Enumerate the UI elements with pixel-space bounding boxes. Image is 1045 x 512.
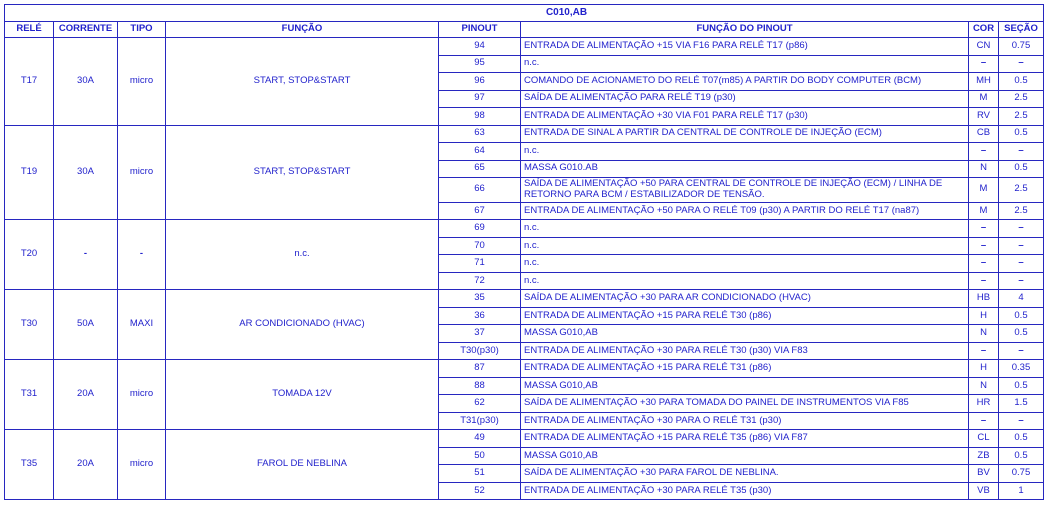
wire-color-cell: HR [969, 395, 999, 413]
current-cell: 20A [54, 430, 118, 500]
wire-color-cell: – [969, 220, 999, 238]
pinout-function-cell: MASSA G010,AB [521, 447, 969, 465]
wire-color-cell: – [969, 143, 999, 161]
wire-section-cell: – [999, 220, 1044, 238]
pinout-cell: 37 [439, 325, 521, 343]
pinout-cell: 69 [439, 220, 521, 238]
pinout-cell: 51 [439, 465, 521, 483]
pinout-row [5, 360, 1044, 378]
pinout-cell: 62 [439, 395, 521, 413]
current-cell: 50A [54, 290, 118, 360]
pinout-row [5, 430, 1044, 448]
wire-color-cell: RV [969, 108, 999, 126]
wire-color-cell: – [969, 272, 999, 290]
wire-section-cell: 0.75 [999, 38, 1044, 56]
wire-color-cell: ZB [969, 447, 999, 465]
pinout-cell: 66 [439, 178, 521, 203]
relay-cell: T30 [5, 290, 54, 360]
wire-section-cell: – [999, 237, 1044, 255]
wire-section-cell: – [999, 255, 1044, 273]
pinout-function-cell: n.c. [521, 272, 969, 290]
pinout-cell: 50 [439, 447, 521, 465]
wire-section-cell: – [999, 272, 1044, 290]
relay-cell: T35 [5, 430, 54, 500]
wire-section-cell: 0.5 [999, 73, 1044, 91]
connector-pinout-sheet [4, 4, 1044, 500]
current-cell: - [54, 220, 118, 290]
pinout-cell: 35 [439, 290, 521, 308]
wire-section-cell: 0.5 [999, 160, 1044, 178]
pinout-function-cell: SAÍDA DE ALIMENTAÇÃO +30 PARA AR CONDICIONADO (HVAC) [521, 290, 969, 308]
pinout-function-cell: MASSA G010,AB [521, 377, 969, 395]
pinout-table [4, 4, 1044, 500]
pinout-function-cell: MASSA G010,AB [521, 325, 969, 343]
wire-section-cell: 2.5 [999, 202, 1044, 220]
type-cell: MAXI [118, 290, 166, 360]
pinout-cell: 71 [439, 255, 521, 273]
pinout-cell: 98 [439, 108, 521, 126]
type-cell: micro [118, 38, 166, 126]
pinout-function-cell: ENTRADA DE ALIMENTAÇÃO +15 PARA RELÉ T30 (p86) [521, 307, 969, 325]
pinout-row [5, 290, 1044, 308]
pinout-table-body [5, 38, 1044, 500]
column-header-pinout: PINOUT [439, 22, 521, 38]
pinout-cell: 88 [439, 377, 521, 395]
wire-section-cell: 0.5 [999, 307, 1044, 325]
pinout-function-cell: SAÍDA DE ALIMENTAÇÃO +50 PARA CENTRAL DE CONTROLE DE INJEÇÃO (ECM) / LINHA DE RETORNO PARA BCM / ESTABILIZADOR DE TENSÃO. [521, 178, 969, 203]
wire-section-cell: – [999, 342, 1044, 360]
wire-section-cell: 0.5 [999, 447, 1044, 465]
relay-cell: T17 [5, 38, 54, 126]
pinout-function-cell: n.c. [521, 237, 969, 255]
pinout-cell: 94 [439, 38, 521, 56]
pinout-row [5, 125, 1044, 143]
relay-function-cell: n.c. [166, 220, 439, 290]
wire-color-cell: CL [969, 430, 999, 448]
wire-color-cell: VB [969, 482, 999, 500]
pinout-function-cell: COMANDO DE ACIONAMETO DO RELÉ T07(m85) A PARTIR DO BODY COMPUTER (BCM) [521, 73, 969, 91]
wire-color-cell: CB [969, 125, 999, 143]
wire-section-cell: – [999, 55, 1044, 73]
wire-color-cell: – [969, 55, 999, 73]
wire-color-cell: CN [969, 38, 999, 56]
wire-color-cell: M [969, 90, 999, 108]
pinout-function-cell: n.c. [521, 220, 969, 238]
pinout-cell: 72 [439, 272, 521, 290]
column-header-cor: COR [969, 22, 999, 38]
wire-color-cell: N [969, 160, 999, 178]
pinout-cell: T31(p30) [439, 412, 521, 430]
pinout-cell: 65 [439, 160, 521, 178]
wire-color-cell: BV [969, 465, 999, 483]
pinout-function-cell: ENTRADA DE ALIMENTAÇÃO +15 VIA F16 PARA RELÉ T17 (p86) [521, 38, 969, 56]
pinout-cell: 64 [439, 143, 521, 161]
pinout-function-cell: n.c. [521, 255, 969, 273]
wire-section-cell: 1 [999, 482, 1044, 500]
type-cell: micro [118, 125, 166, 220]
pinout-function-cell: ENTRADA DE ALIMENTAÇÃO +30 PARA RELÉ T30 (p30) VIA F83 [521, 342, 969, 360]
wire-color-cell: HB [969, 290, 999, 308]
pinout-row [5, 220, 1044, 238]
wire-section-cell: 0.5 [999, 377, 1044, 395]
pinout-cell: 95 [439, 55, 521, 73]
wire-section-cell: 0.35 [999, 360, 1044, 378]
column-header-rele: RELÉ [5, 22, 54, 38]
pinout-row [5, 38, 1044, 56]
pinout-cell: 36 [439, 307, 521, 325]
column-header-funcao: FUNÇÃO [166, 22, 439, 38]
pinout-cell: 70 [439, 237, 521, 255]
relay-function-cell: FAROL DE NEBLINA [166, 430, 439, 500]
pinout-function-cell: ENTRADA DE SINAL A PARTIR DA CENTRAL DE CONTROLE DE INJEÇÃO (ECM) [521, 125, 969, 143]
wire-section-cell: – [999, 143, 1044, 161]
column-header-secao: SEÇÃO [999, 22, 1044, 38]
pinout-function-cell: ENTRADA DE ALIMENTAÇÃO +30 PARA O RELÉ T31 (p30) [521, 412, 969, 430]
wire-color-cell: N [969, 377, 999, 395]
wire-color-cell: H [969, 307, 999, 325]
wire-section-cell: 2.5 [999, 178, 1044, 203]
pinout-cell: 49 [439, 430, 521, 448]
pinout-function-cell: n.c. [521, 143, 969, 161]
pinout-function-cell: SAÍDA DE ALIMENTAÇÃO +30 PARA TOMADA DO PAINEL DE INSTRUMENTOS VIA F85 [521, 395, 969, 413]
pinout-function-cell: n.c. [521, 55, 969, 73]
pinout-function-cell: ENTRADA DE ALIMENTAÇÃO +50 PARA O RELÉ T09 (p30) A PARTIR DO RELÉ T17 (na87) [521, 202, 969, 220]
pinout-function-cell: SAÍDA DE ALIMENTAÇÃO PARA RELÉ T19 (p30) [521, 90, 969, 108]
type-cell: - [118, 220, 166, 290]
current-cell: 30A [54, 125, 118, 220]
relay-function-cell: START, STOP&START [166, 38, 439, 126]
wire-color-cell: – [969, 255, 999, 273]
connector-title: C010,AB [5, 5, 1044, 22]
wire-section-cell: 0.5 [999, 430, 1044, 448]
type-cell: micro [118, 430, 166, 500]
wire-section-cell: 2.5 [999, 108, 1044, 126]
wire-section-cell: 2.5 [999, 90, 1044, 108]
current-cell: 30A [54, 38, 118, 126]
wire-color-cell: M [969, 202, 999, 220]
wire-section-cell: 4 [999, 290, 1044, 308]
pinout-cell: 87 [439, 360, 521, 378]
type-cell: micro [118, 360, 166, 430]
pinout-cell: 96 [439, 73, 521, 91]
pinout-function-cell: ENTRADA DE ALIMENTAÇÃO +15 PARA RELÉ T35 (p86) VIA F87 [521, 430, 969, 448]
column-header-corrente: CORRENTE [54, 22, 118, 38]
wire-section-cell: 0.75 [999, 465, 1044, 483]
pinout-cell: 63 [439, 125, 521, 143]
wire-color-cell: – [969, 412, 999, 430]
pinout-cell: T30(p30) [439, 342, 521, 360]
pinout-function-cell: ENTRADA DE ALIMENTAÇÃO +15 PARA RELÉ T31 (p86) [521, 360, 969, 378]
relay-cell: T19 [5, 125, 54, 220]
wire-color-cell: – [969, 342, 999, 360]
wire-color-cell: MH [969, 73, 999, 91]
pinout-cell: 52 [439, 482, 521, 500]
pinout-function-cell: ENTRADA DE ALIMENTAÇÃO +30 VIA F01 PARA RELÉ T17 (p30) [521, 108, 969, 126]
wire-color-cell: H [969, 360, 999, 378]
pinout-cell: 67 [439, 202, 521, 220]
relay-cell: T31 [5, 360, 54, 430]
relay-function-cell: START, STOP&START [166, 125, 439, 220]
pinout-cell: 97 [439, 90, 521, 108]
current-cell: 20A [54, 360, 118, 430]
relay-cell: T20 [5, 220, 54, 290]
column-header-funcao-pinout: FUNÇÃO DO PINOUT [521, 22, 969, 38]
pinout-function-cell: ENTRADA DE ALIMENTAÇÃO +30 PARA RELÉ T35 (p30) [521, 482, 969, 500]
pinout-function-cell: SAÍDA DE ALIMENTAÇÃO +30 PARA FAROL DE NEBLINA. [521, 465, 969, 483]
wire-section-cell: – [999, 412, 1044, 430]
wire-color-cell: M [969, 178, 999, 203]
wire-section-cell: 0.5 [999, 125, 1044, 143]
wire-section-cell: 1.5 [999, 395, 1044, 413]
pinout-function-cell: MASSA G010.AB [521, 160, 969, 178]
wire-color-cell: – [969, 237, 999, 255]
relay-function-cell: AR CONDICIONADO (HVAC) [166, 290, 439, 360]
wire-section-cell: 0.5 [999, 325, 1044, 343]
title-row [5, 5, 1044, 22]
header-row [5, 22, 1044, 38]
column-header-tipo: TIPO [118, 22, 166, 38]
relay-function-cell: TOMADA 12V [166, 360, 439, 430]
wire-color-cell: N [969, 325, 999, 343]
